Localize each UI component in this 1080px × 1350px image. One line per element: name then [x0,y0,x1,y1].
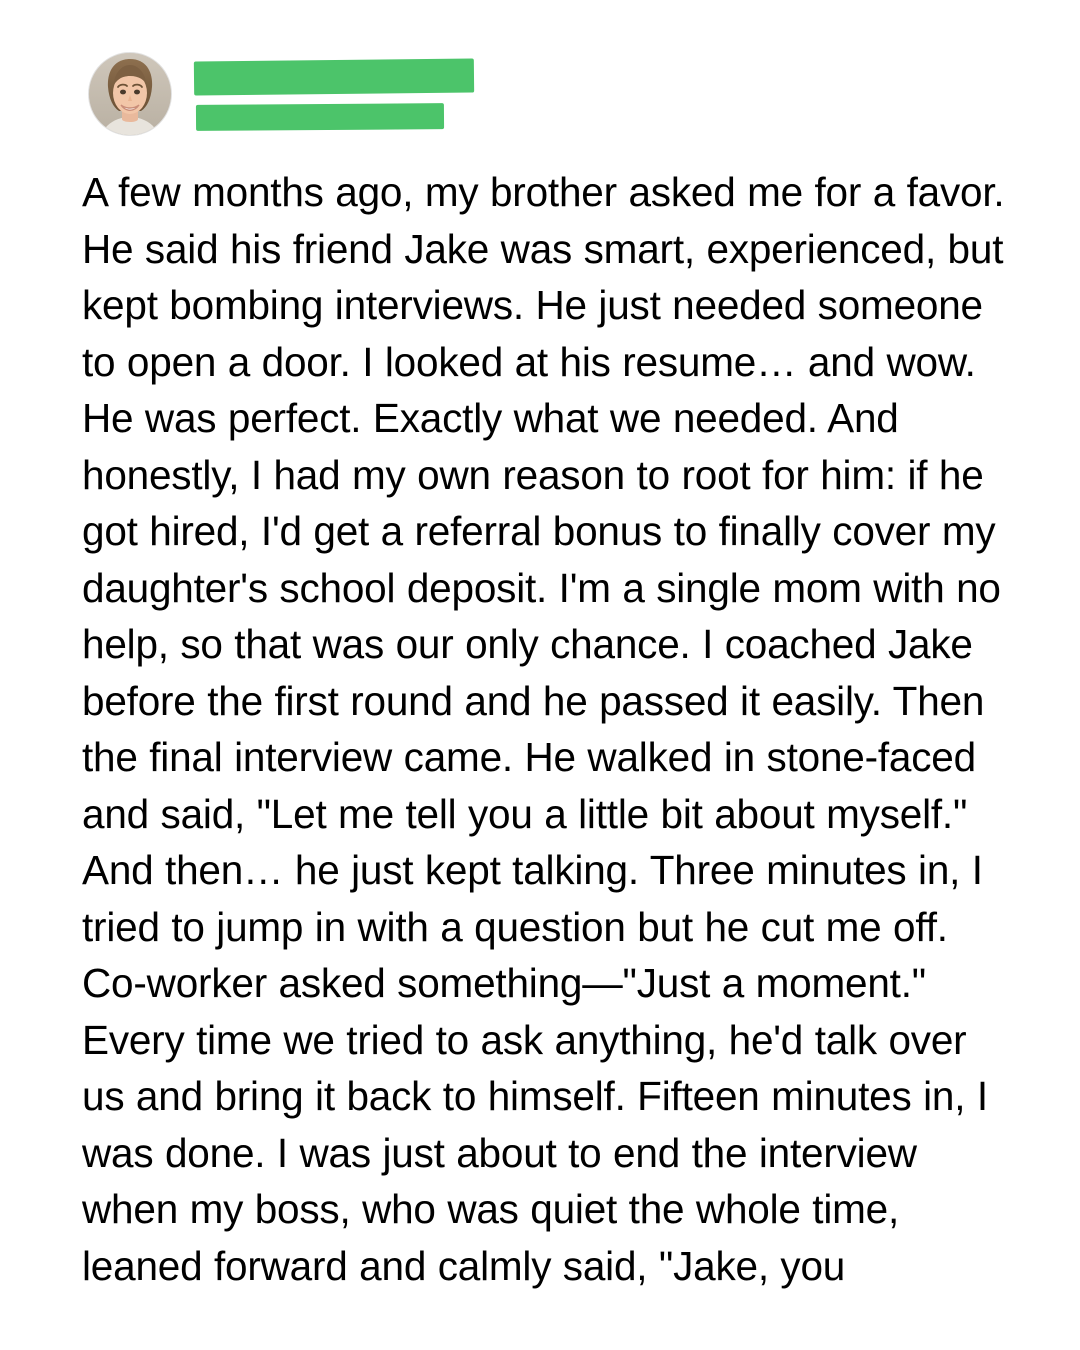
avatar[interactable] [88,52,172,136]
avatar-photo-icon [89,53,171,135]
redacted-author-handle [196,103,444,131]
redacted-author-name [194,59,474,96]
author-identity [194,58,474,130]
post-body-text: A few months ago, my brother asked me for a favor. He said his friend Jake was smart, experienced, but kept bombing interviews. He just needed someone to open a door. I looked at his resume… and wow. He was perfect. Exactly what we needed. And honestly, I had my own reason to root for him: if he got hired, I'd get a referral bonus to finally cover my daughter's school deposit. I'm a single mom with no help, so that was our only chance. I coached Jake before the first round and he passed it easily. Then the final interview came. He walked in stone-faced and said, "Let me tell you a little bit about myself." And then… he just kept talking. Three minutes in, I tried to jump in with a question but he cut me off. Co-worker asked something—"Just a moment." Every time we tried to ask anything, he'd talk over us and bring it back to himself. Fifteen minutes in, I was done. I was just about to end the interview when my boss, who was quiet the whole time, leaned forward and calmly said, "Jake, you [82,169,1005,1289]
post-header [0,0,1080,136]
